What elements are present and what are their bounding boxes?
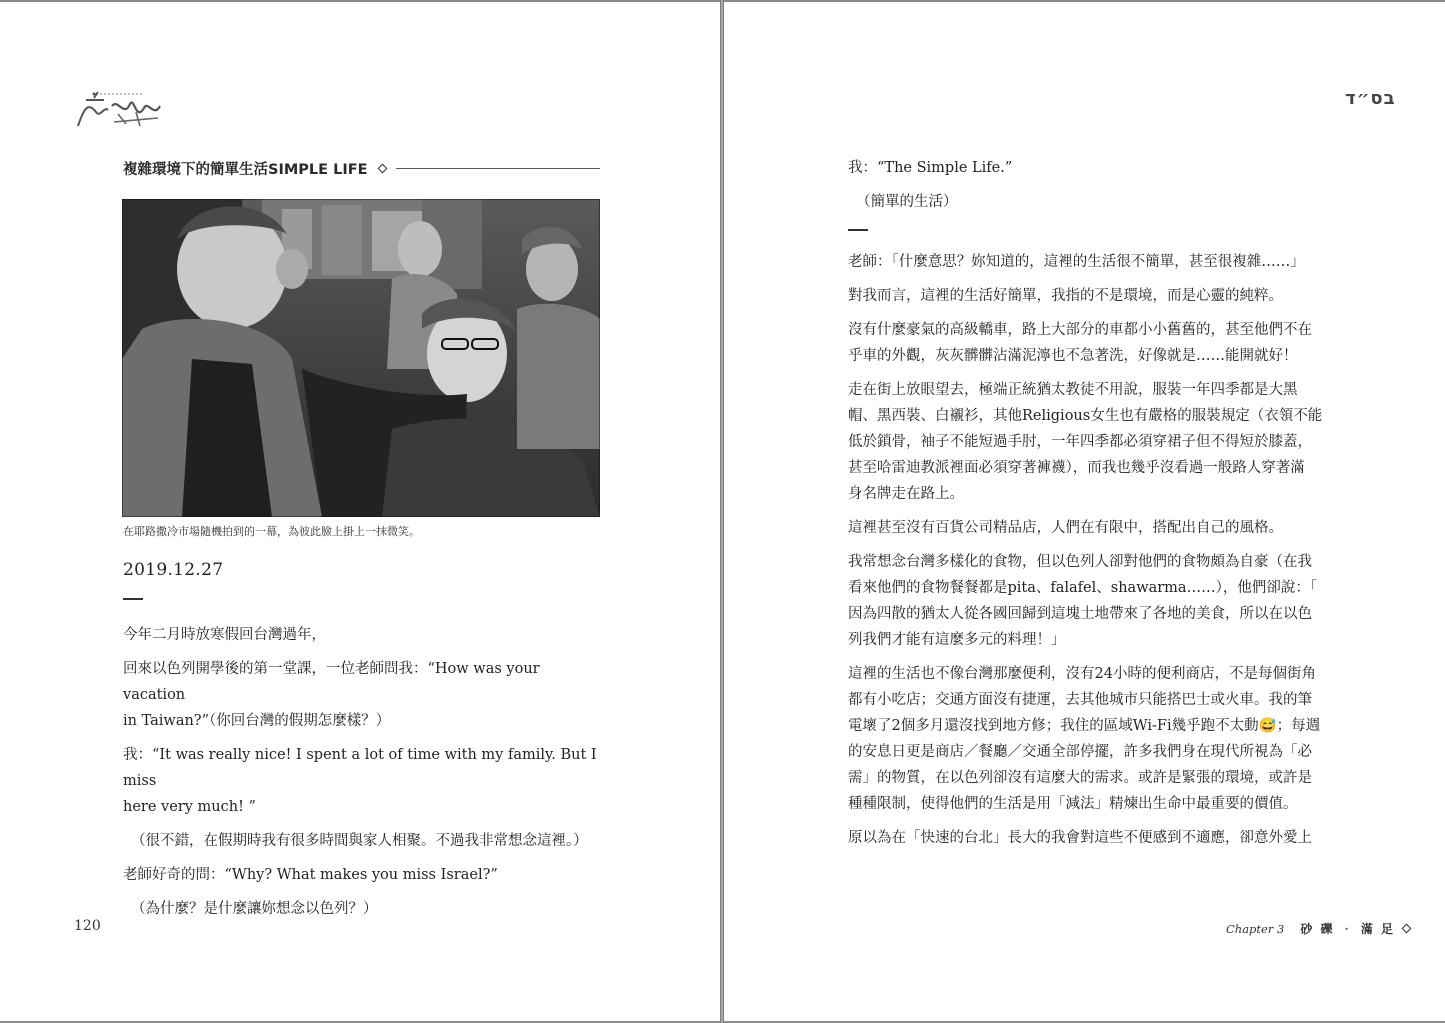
- paragraph: 回來以色列開學後的第一堂課，一位老師問我：“How was your vacation in Taiwan?”（你回台灣的假期怎麼樣？）: [123, 661, 540, 729]
- paragraph: 這裡甚至沒有百貨公司精品店，人們在有限中，搭配出自己的風格。: [848, 520, 1283, 536]
- book-logo: [74, 88, 164, 132]
- section-header: [123, 157, 600, 179]
- paragraph: 我常想念台灣多樣化的食物，但以色列人卻對他們的食物頗為自豪（在我 看來他們的食物餐餐都是pita、falafel、shawarma……），他們卻說：「 因為四散的猶太人從各國回歸到這塊土地帶來了各地的美食，所以在以色 列我們才能有這麼多元的料理！」: [848, 554, 1318, 648]
- chapter-label: Chapter 3: [1226, 921, 1285, 936]
- page-number: 120: [74, 918, 101, 934]
- right-body-text: [848, 155, 1328, 859]
- paragraph: 這裡的生活也不像台灣那麼便利，沒有24小時的便利商店，不是每個街角 都有小吃店；交通方面沒有捷運，去其他城市只能搭巴士或火車。我的筆 電壞了2個多月還沒找到地方修；我住的區域Wi-Fi幾乎跑不太動😅；每週 的安息日更是商店／餐廳／交通全部停擺，許多我們身在現代所視為「必 需」的物質，在以色列卻沒有這麼大的需求。或許是緊張的環境，或許是 種種限制，使得他們的生活是用「減法」精煉出生命中最重要的價值。: [848, 666, 1321, 812]
- paragraph: （為什麼？是什麼讓妳想念以色列？）: [131, 901, 378, 917]
- logo-icon: [74, 88, 164, 132]
- photo-caption: 在耶路撒冷市場隨機拍到的一幕，為彼此臉上掛上一抹微笑。: [123, 525, 420, 538]
- paragraph: 對我而言，這裡的生活好簡單，我指的不是環境，而是心靈的純粹。: [848, 288, 1283, 304]
- paragraph: 我：“The Simple Life.”: [848, 160, 1013, 176]
- date-dash: [123, 598, 143, 600]
- section-dash: [848, 229, 868, 231]
- paragraph: 今年二月時放寒假回台灣過年，: [123, 627, 326, 643]
- paragraph: 我：“It was really nice! I spent a lot of time with my family. But I miss here very much! ”: [123, 747, 597, 815]
- paragraph: （很不錯，在假期時我有很多時間與家人相聚。不過我非常想念這裡。）: [131, 833, 588, 849]
- paragraph: 沒有什麼豪氣的高級轎車，路上大部分的車都小小舊舊的，甚至他們不在 乎車的外觀，灰灰髒髒沾滿泥濘也不急著洗，好像就是……能開就好！: [848, 322, 1312, 364]
- paragraph: （簡單的生活）: [856, 194, 958, 210]
- chapter-footer: [1226, 920, 1410, 937]
- section-title: 複雜環境下的簡單生活SIMPLE LIFE: [123, 161, 368, 178]
- hebrew-mark: בס״ד: [1345, 88, 1396, 109]
- paragraph: 老師好奇的問：“Why? What makes you miss Israel?”: [123, 867, 498, 883]
- paragraph: 原以為在「快速的台北」長大的我會對這些不便感到不適應，卻意外愛上: [848, 830, 1312, 846]
- entry-date: 2019.12.27: [123, 560, 224, 580]
- diamond-icon: [1402, 924, 1412, 934]
- left-body-text: [123, 622, 603, 930]
- header-rule: [396, 168, 600, 169]
- paragraph: 老師：「什麼意思？妳知道的，這裡的生活很不簡單，甚至很複雜……」: [848, 254, 1305, 270]
- paragraph: 走在街上放眼望去，極端正統猶太教徒不用說，服裝一年四季都是大黑 帽、黑西裝、白襯衫，其他Religious女生也有嚴格的服裝規定（衣領不能 低於鎖骨，袖子不能短過手肘，一年四季都必須穿裙子但不得短於膝蓋， 甚至哈雷迪教派裡面必須穿著褲襪），而我也幾乎沒看過一般路人穿著滿 身名牌走在路上。: [848, 382, 1323, 502]
- chapter-title: 砂 礫 ‧ 滿 足: [1300, 922, 1396, 936]
- diamond-icon: [377, 163, 387, 173]
- market-photo: [122, 199, 600, 517]
